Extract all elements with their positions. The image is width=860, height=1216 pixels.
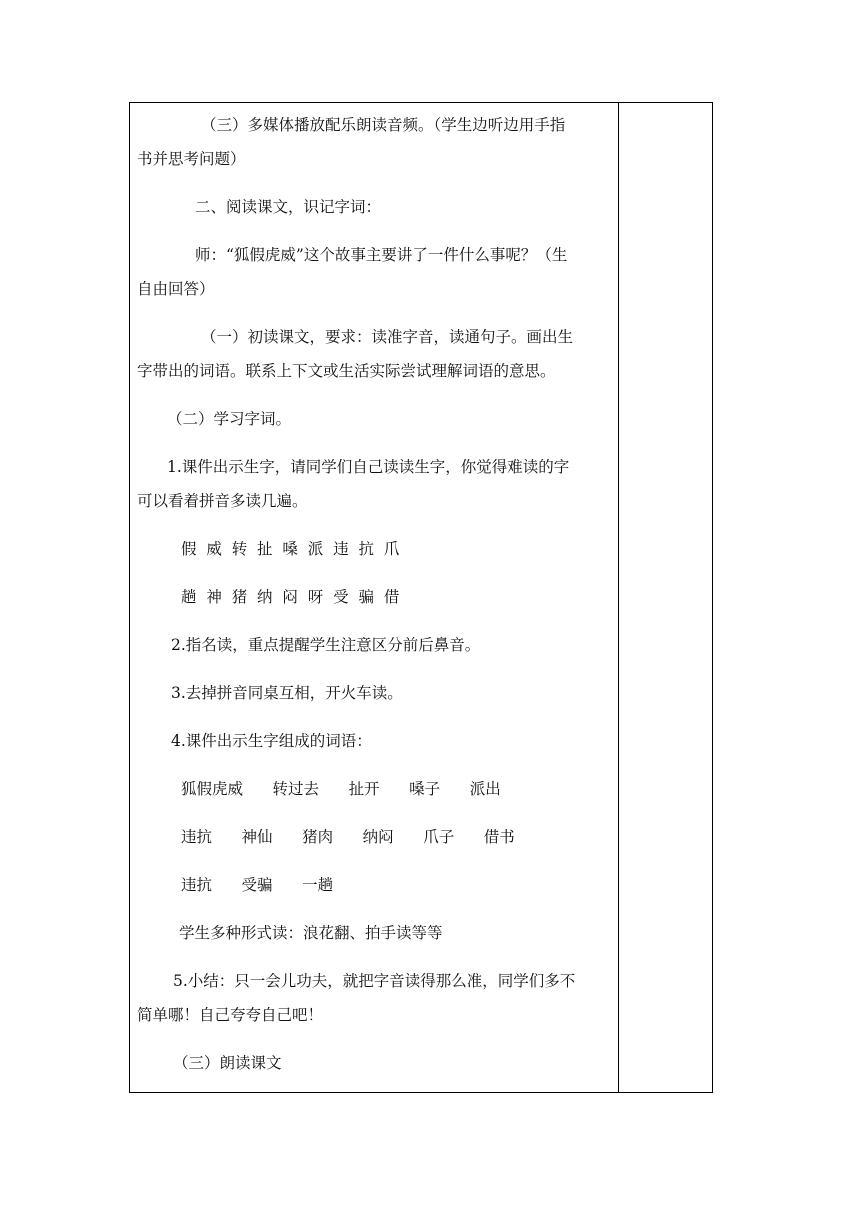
paragraph <box>137 402 613 436</box>
character-list: 假 威 转 扯 嗓 派 违 抗 爪 <box>181 540 400 558</box>
paragraph <box>137 532 613 566</box>
character-list: 趟 神 猪 纳 闷 呀 受 骗 借 <box>181 588 400 606</box>
paragraph <box>137 868 613 902</box>
paragraph-line: 3.去掉拼音同桌互相，开火车读。 <box>171 684 403 702</box>
paragraph-line: 1.课件出示生字，请同学们自己读读生字，你觉得难读的字 <box>167 458 570 476</box>
paragraph-line: 4.课件出示生字组成的词语： <box>171 732 372 750</box>
paragraph-line: 自由回答） <box>137 280 215 298</box>
paragraph <box>137 676 613 710</box>
paragraph <box>137 772 613 806</box>
paragraph-line: 书并思考问题） <box>137 150 246 168</box>
lesson-content <box>137 108 613 1080</box>
paragraph <box>137 190 613 224</box>
word-list: 狐假虎威 转过去 扯开 嗓子 派出 <box>181 780 501 798</box>
paragraph-line: 简单哪！自己夸夸自己吧！ <box>137 1006 324 1024</box>
paragraph <box>137 820 613 854</box>
paragraph-line: （三）多媒体播放配乐朗读音频。（学生边听边用手指 <box>201 116 566 134</box>
paragraph <box>137 320 613 388</box>
paragraph-line: 师：“狐假虎威”这个故事主要讲了一件什么事呢？（生 <box>195 246 568 264</box>
paragraph-line: 可以看着拼音多读几遍。 <box>137 492 308 510</box>
table-column-divider <box>618 102 619 1093</box>
section-heading: （二）学习字词。 <box>167 410 292 428</box>
paragraph <box>137 1046 613 1080</box>
paragraph <box>137 580 613 614</box>
paragraph <box>137 108 613 176</box>
paragraph <box>137 724 613 758</box>
word-list: 违抗 受骗 一趟 <box>181 876 334 894</box>
paragraph <box>137 964 613 1032</box>
paragraph-line: 学生多种形式读：浪花翻、拍手读等等 <box>179 924 443 942</box>
paragraph <box>137 628 613 662</box>
paragraph-line: 2.指名读，重点提醒学生注意区分前后鼻音。 <box>171 636 481 654</box>
paragraph-line: 字带出的词语。联系上下文或生活实际尝试理解词语的意思。 <box>137 362 556 380</box>
paragraph-line: （一）初读课文，要求：读准字音，读通句子。画出生 <box>201 328 574 346</box>
paragraph <box>137 916 613 950</box>
paragraph <box>137 238 613 306</box>
paragraph <box>137 450 613 518</box>
paragraph-line: 5.小结：只一会儿功夫，就把字音读得那么准，同学们多不 <box>173 972 576 990</box>
section-heading: （三）朗读课文 <box>173 1054 282 1072</box>
section-heading: 二、阅读课文，识记字词： <box>195 198 382 216</box>
word-list: 违抗 神仙 猪肉 纳闷 爪子 借书 <box>181 828 515 846</box>
